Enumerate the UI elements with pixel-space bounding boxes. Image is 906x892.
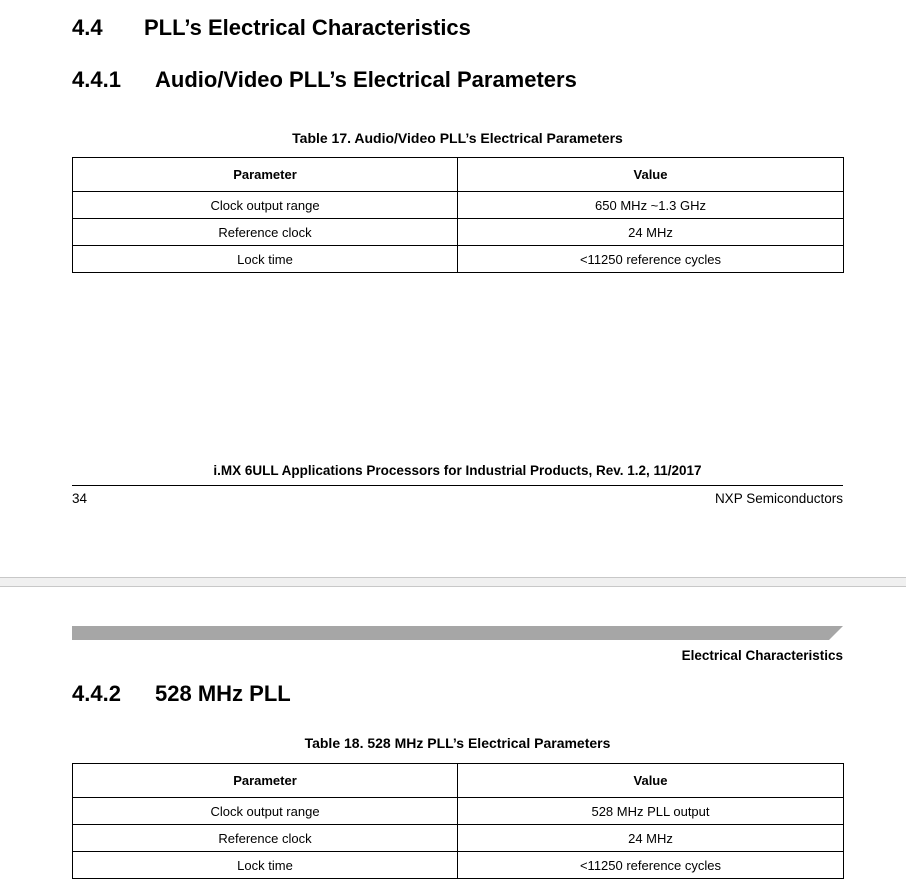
table-cell: Clock output range — [73, 192, 458, 219]
subsection-heading — [72, 681, 291, 707]
section-number: 4.4 — [72, 15, 103, 40]
column-header: Parameter — [73, 158, 458, 192]
table-caption: Table 18. 528 MHz PLL’s Electrical Parameters — [304, 735, 611, 751]
table-row — [73, 825, 844, 852]
page-number: 34 — [72, 491, 88, 506]
footer-divider — [72, 485, 843, 486]
table-row — [73, 192, 844, 219]
section-heading — [72, 15, 471, 41]
table-header-row — [73, 158, 844, 192]
header-band — [72, 626, 843, 640]
table-header-row — [73, 764, 844, 798]
subsection-number: 4.4.2 — [72, 681, 121, 706]
table-cell: 650 MHz ~1.3 GHz — [458, 192, 844, 219]
table-cell: <11250 reference cycles — [458, 852, 844, 879]
table-cell: <11250 reference cycles — [458, 246, 844, 273]
table-caption: Table 17. Audio/Video PLL’s Electrical Parameters — [292, 130, 623, 146]
subsection-title: Audio/Video PLL’s Electrical Parameters — [155, 67, 577, 92]
subsection-number: 4.4.1 — [72, 67, 121, 92]
footer-company: NXP Semiconductors — [714, 491, 843, 506]
table-cell: Clock output range — [73, 798, 458, 825]
column-header: Parameter — [73, 764, 458, 798]
table-cell: 24 MHz — [458, 825, 844, 852]
table-cell: Reference clock — [73, 825, 458, 852]
running-head: Electrical Characteristics — [681, 648, 843, 663]
subsection-heading — [72, 67, 577, 93]
subsection-title: 528 MHz PLL — [155, 681, 291, 706]
table-row — [73, 246, 844, 273]
table-row — [73, 852, 844, 879]
column-header: Value — [458, 158, 844, 192]
page-break — [0, 577, 906, 587]
table-row — [73, 798, 844, 825]
table-cell: 24 MHz — [458, 219, 844, 246]
column-header: Value — [458, 764, 844, 798]
table-row — [73, 219, 844, 246]
table-cell: Reference clock — [73, 219, 458, 246]
pll-parameters-table — [72, 763, 844, 879]
footer-title: i.MX 6ULL Applications Processors for Industrial Products, Rev. 1.2, 11/2017 — [213, 463, 702, 478]
table-cell: Lock time — [73, 852, 458, 879]
section-title: PLL’s Electrical Characteristics — [144, 15, 471, 40]
table-cell: Lock time — [73, 246, 458, 273]
pll-parameters-table — [72, 157, 844, 273]
table-cell: 528 MHz PLL output — [458, 798, 844, 825]
